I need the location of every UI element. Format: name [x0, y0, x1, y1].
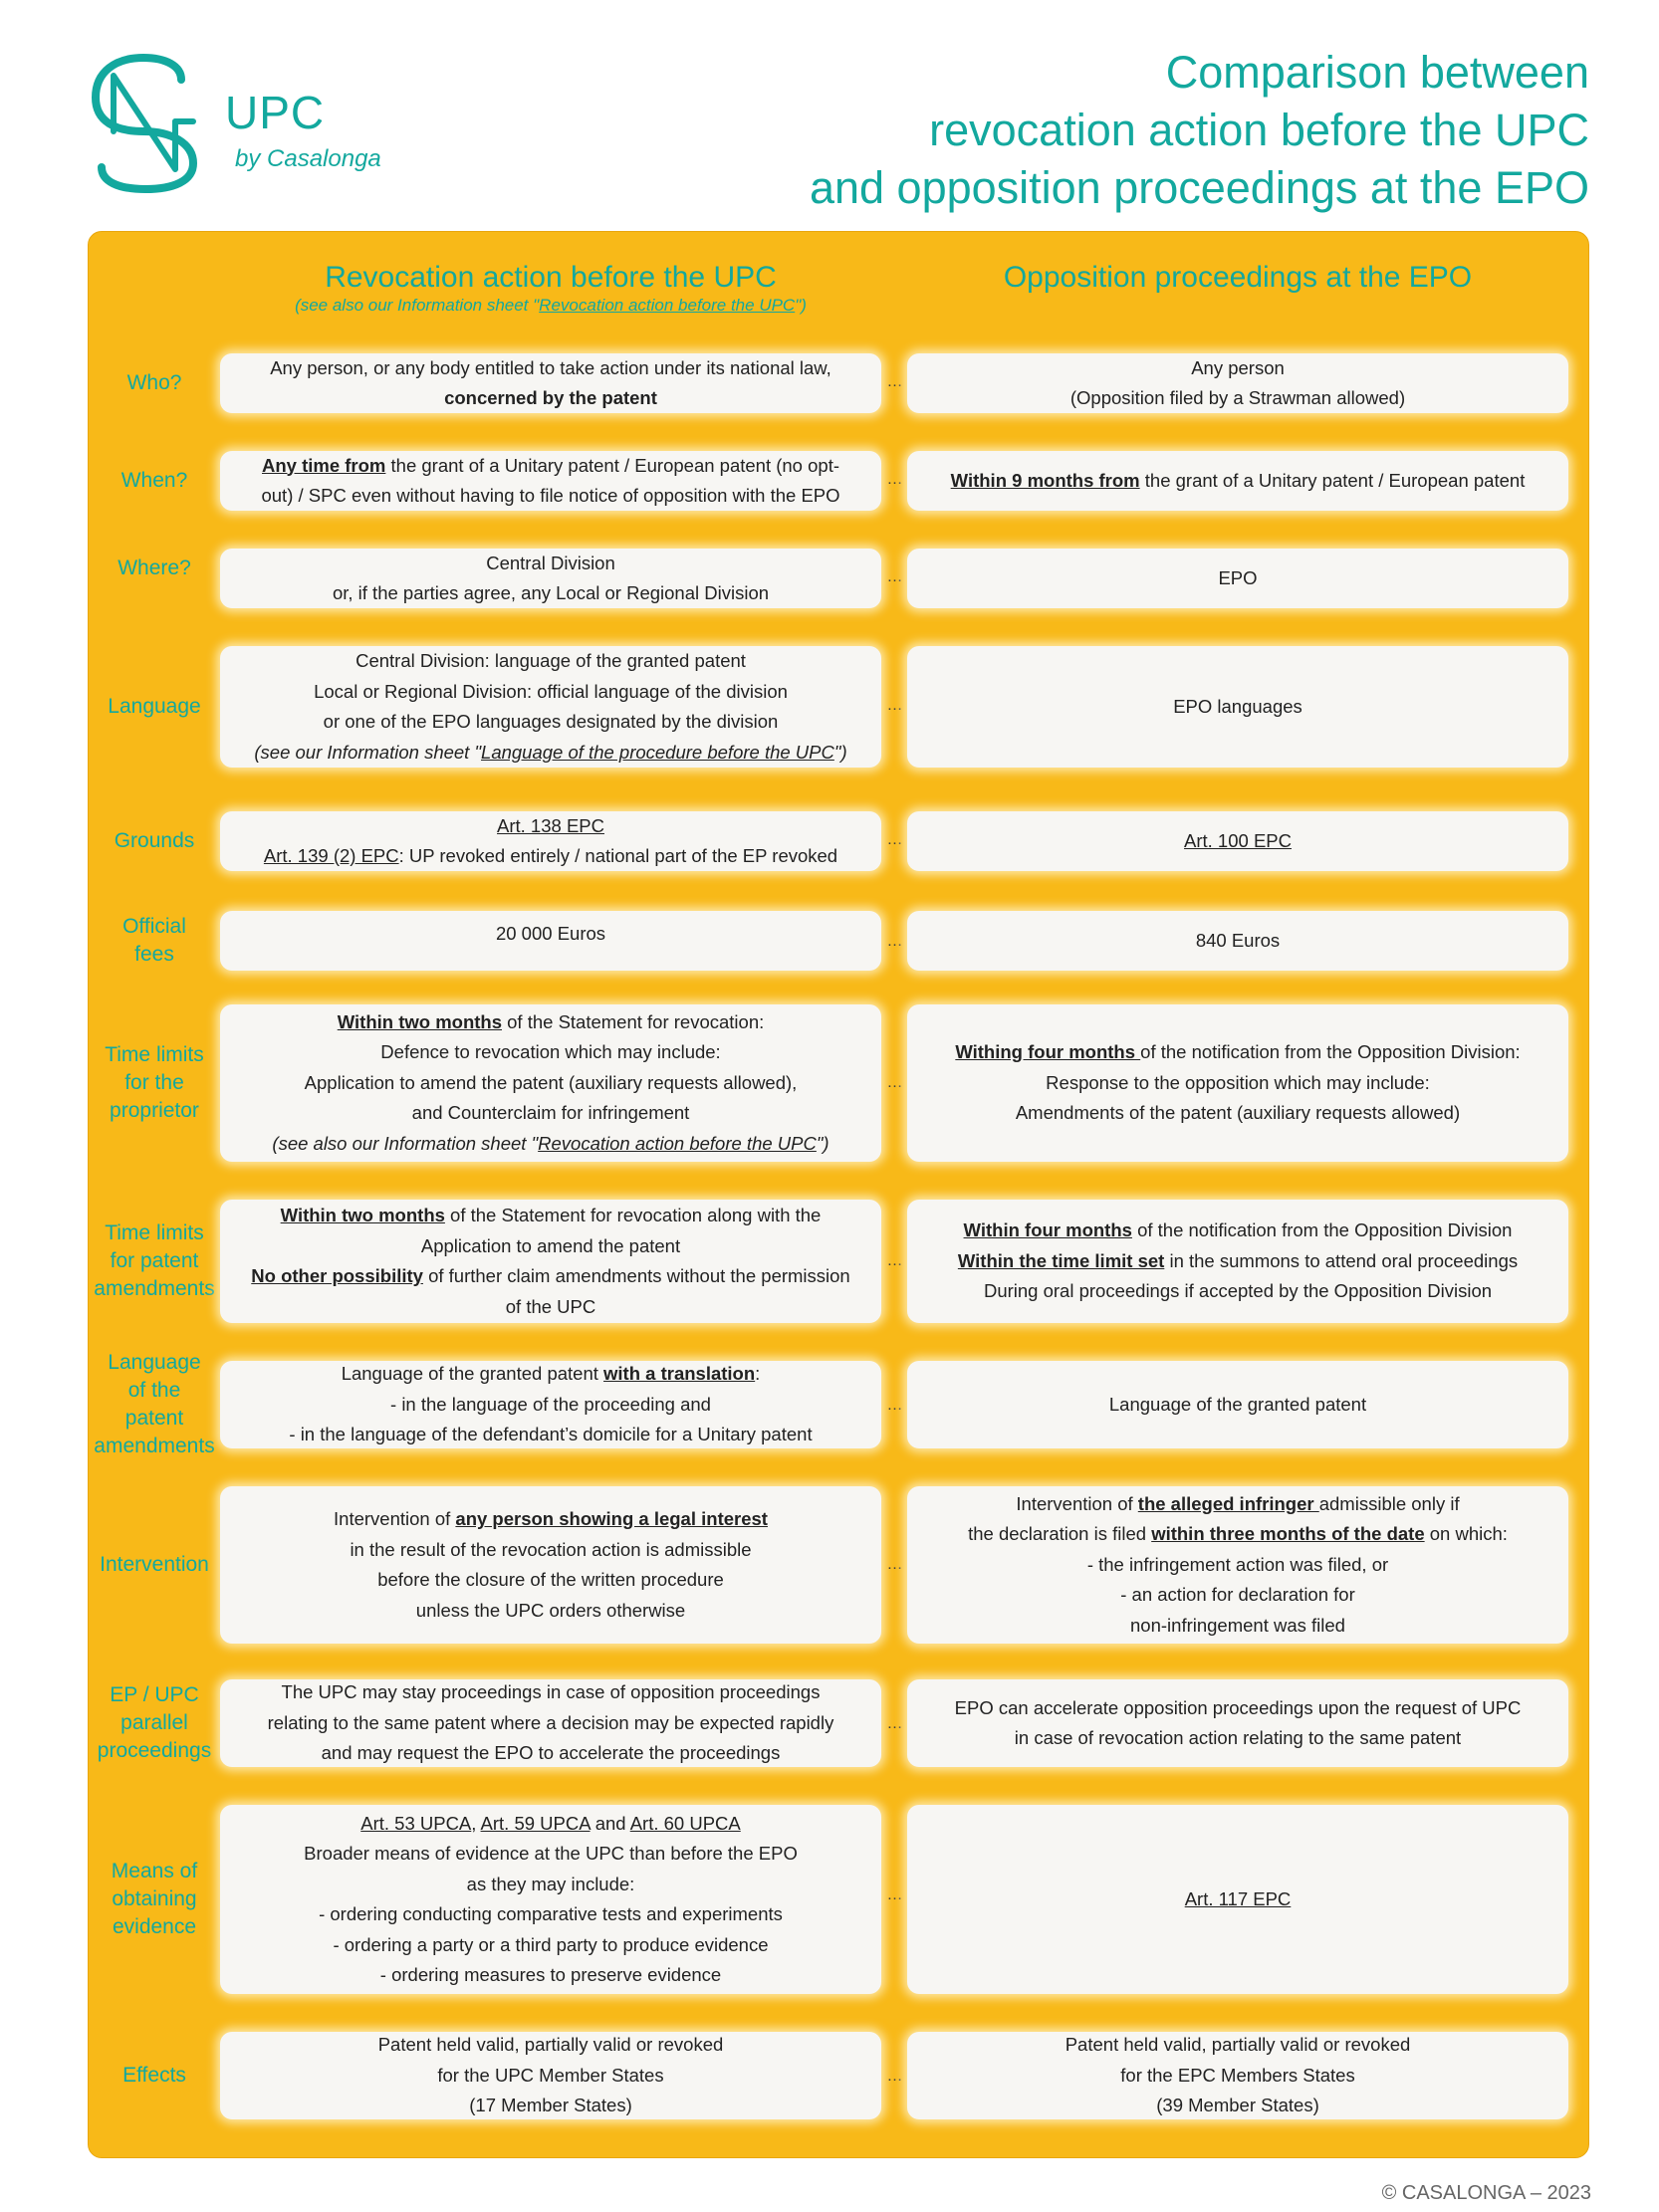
cell-text: non-infringement was filed	[1130, 1614, 1345, 1636]
title-line: Comparison between	[1165, 47, 1589, 98]
cell-text: ,	[471, 1812, 481, 1834]
emphasis-text: Within 9 months from	[950, 469, 1140, 491]
row-label: Language	[108, 695, 201, 718]
cell-left	[220, 1805, 881, 1994]
cell-text: Central Division	[486, 552, 615, 573]
cell-right	[907, 549, 1568, 608]
row-label	[89, 1679, 220, 1767]
connector: …	[886, 1252, 902, 1269]
connector: …	[886, 1397, 902, 1414]
connector: …	[886, 697, 902, 714]
connector: …	[886, 568, 902, 585]
cell-text: Any person, or any body entitled to take action under its national law,	[270, 356, 831, 378]
row-language-amendments	[89, 1351, 1588, 1457]
note-text: (see also our Information sheet "	[295, 296, 540, 315]
cell-left	[220, 1361, 881, 1448]
cell-text: on which:	[1424, 1523, 1508, 1545]
note-text: ")	[795, 296, 807, 315]
row-label: Intervention	[100, 1553, 209, 1576]
label-text: EP / UPC	[110, 1683, 199, 1706]
emphasis-text: Within four months	[963, 1219, 1132, 1241]
label-text: for the	[124, 1071, 184, 1094]
cell-text: (17 Member States)	[469, 2095, 632, 2116]
cell-left	[220, 1200, 881, 1323]
label-text: parallel	[120, 1711, 188, 1734]
cell-left	[220, 1004, 881, 1162]
label-text: patent	[124, 1407, 184, 1430]
cell-text: EPO can accelerate opposition proceedings upon the request of UPC	[954, 1696, 1522, 1718]
row-label: Effects	[122, 2064, 186, 2087]
cell-text: Local or Regional Division: official language of the division	[314, 680, 788, 702]
cell-left	[220, 353, 881, 413]
cell-left	[220, 1486, 881, 1644]
label-text: for patent	[110, 1249, 199, 1272]
label-text: Language	[108, 1351, 201, 1374]
cell-text: Amendments of the patent (auxiliary requests allowed)	[1015, 1102, 1461, 1124]
article-link[interactable]: Art. 60 UPCA	[629, 1812, 741, 1834]
article-link[interactable]: Art. 117 EPC	[1184, 1887, 1292, 1909]
info-sheet-link[interactable]: Revocation action before the UPC	[539, 296, 796, 315]
connector: …	[886, 2068, 902, 2085]
right-column-title: Opposition proceedings at the EPO	[1003, 261, 1473, 294]
cell-right	[907, 451, 1568, 511]
cell-right	[907, 1486, 1568, 1644]
row-where	[89, 549, 1588, 608]
cell-right	[907, 1361, 1568, 1448]
cell-text: (39 Member States)	[1156, 2095, 1319, 2116]
cell-text: : UP revoked entirely / national part of the EP revoked	[398, 845, 838, 866]
cell-text: as they may include:	[466, 1873, 635, 1894]
cell-text: or one of the EPO languages designated by the division	[323, 711, 779, 732]
title-line: and opposition proceedings at the EPO	[809, 162, 1589, 213]
cell-right	[907, 1805, 1568, 1994]
cell-text: of further claim amendments without the permission	[422, 1265, 850, 1286]
cell-right	[907, 911, 1568, 971]
row-when	[89, 451, 1588, 511]
cell-left	[220, 549, 881, 608]
label-text: Time limits	[105, 1221, 204, 1244]
cell-text: Intervention of	[334, 1508, 456, 1529]
cell-text: of the notification from the Opposition Division:	[1140, 1041, 1521, 1063]
cell-left	[220, 911, 881, 971]
left-column-note	[220, 296, 881, 316]
cell-text: the grant of a Unitary patent / European patent	[1139, 469, 1526, 491]
cell-text: Patent held valid, partially valid or revoked	[377, 2034, 724, 2056]
emphasis-text: Withing four months	[955, 1041, 1141, 1063]
cell-text: Central Division: language of the granted patent	[356, 650, 746, 671]
emphasis-text: Within two months	[280, 1205, 445, 1225]
cell-text: During oral proceedings if accepted by the Opposition Division	[983, 1280, 1493, 1302]
cell-text: - in the language of the defendant’s domicile for a Unitary patent	[289, 1424, 813, 1445]
label-text: amendments	[94, 1277, 215, 1300]
label-text: evidence	[112, 1915, 197, 1938]
connector: …	[886, 373, 902, 390]
emphasis-text: Within the time limit set	[957, 1249, 1165, 1271]
cell-text: (Opposition filed by a Strawman allowed)	[1069, 387, 1406, 408]
cell-right	[907, 811, 1568, 871]
cell-text: admissible only if	[1318, 1492, 1460, 1514]
cell-text: ")	[833, 741, 847, 763]
info-sheet-link[interactable]: Language of the procedure before the UPC	[481, 741, 834, 763]
article-link[interactable]: Art. 100 EPC	[1184, 829, 1292, 851]
label-text: amendments	[94, 1435, 215, 1457]
row-language	[89, 646, 1588, 768]
cell-text: Broader means of evidence at the UPC than before the EPO	[304, 1843, 798, 1864]
cell-right	[907, 353, 1568, 413]
row-time-limits-proprietor	[89, 1004, 1588, 1162]
cell-text: (see also our Information sheet "	[272, 1132, 539, 1154]
label-text: Means of	[111, 1860, 198, 1882]
emphasis-text: the alleged infringer	[1137, 1492, 1319, 1514]
cell-text: Any person	[1191, 356, 1285, 378]
label-text: Official	[122, 915, 186, 938]
cell-text: concerned by the patent	[444, 387, 657, 408]
cell-left	[220, 451, 881, 511]
row-official-fees	[89, 911, 1588, 971]
row-intervention	[89, 1486, 1588, 1644]
emphasis-text: any person showing a legal interest	[455, 1508, 768, 1529]
label-text: of the	[127, 1379, 181, 1402]
row-grounds	[89, 811, 1588, 871]
cell-text: Intervention of	[1016, 1492, 1138, 1514]
cell-text: relating to the same patent where a decision may be expected rapidly	[267, 1711, 834, 1733]
row-label	[89, 1004, 220, 1162]
row-label: When?	[120, 469, 188, 492]
emphasis-text: within three months of the date	[1151, 1523, 1425, 1545]
row-who	[89, 353, 1588, 413]
emphasis-text: with a translation	[603, 1363, 756, 1385]
cell-text: the declaration is filed	[968, 1523, 1152, 1545]
cell-left	[220, 1679, 881, 1767]
cell-text: Application to amend the patent (auxiliary requests allowed),	[304, 1071, 798, 1093]
connector: …	[886, 933, 902, 950]
cell-text: 20 000 Euros	[495, 923, 606, 944]
cell-text: of the Statement for revocation along with the	[444, 1205, 822, 1225]
cell-text: ")	[816, 1132, 830, 1154]
cell-text: out) / SPC even without having to file notice of opposition with the EPO	[261, 485, 840, 506]
label-text: obtaining	[112, 1887, 197, 1910]
row-time-limits-amendments	[89, 1200, 1588, 1323]
cell-text: and may request the EPO to accelerate the proceedings	[321, 1742, 781, 1764]
cell-right	[907, 1004, 1568, 1162]
connector: …	[886, 831, 902, 848]
cell-text: in the summons to attend oral proceedings	[1164, 1249, 1519, 1271]
cell-left	[220, 811, 881, 871]
right-column-header	[907, 260, 1568, 296]
emphasis-text: No other possibility	[251, 1265, 423, 1286]
cell-text: EPO	[1218, 566, 1258, 588]
page-title	[593, 44, 1589, 217]
casalonga-logo-icon	[86, 52, 203, 193]
article-link[interactable]: Art. 139 (2) EPC	[263, 845, 399, 866]
row-label: Where?	[118, 556, 191, 579]
row-label	[89, 1343, 220, 1466]
cell-text: of the Statement for revocation:	[502, 1010, 765, 1032]
cell-right	[907, 2032, 1568, 2119]
cell-text: and Counterclaim for infringement	[411, 1102, 690, 1124]
label-text: proprietor	[110, 1099, 199, 1122]
cell-text: - an action for declaration for	[1120, 1584, 1355, 1606]
connector: …	[886, 1715, 902, 1732]
cell-text: - ordering conducting comparative tests and experiments	[319, 1903, 783, 1924]
cell-text: the grant of a Unitary patent / European patent (no opt-	[385, 454, 839, 476]
row-label	[89, 1805, 220, 1994]
row-evidence	[89, 1805, 1588, 1994]
row-parallel-proceedings	[89, 1679, 1588, 1767]
cell-text: Language of the granted patent	[1108, 1393, 1367, 1415]
cell-text: - ordering measures to preserve evidence	[379, 1964, 722, 1985]
cell-text: for the UPC Member States	[437, 2064, 664, 2086]
cell-text: Patent held valid, partially valid or revoked	[1065, 2034, 1411, 2056]
emphasis-text: Within two months	[337, 1010, 502, 1032]
row-label	[89, 1200, 220, 1323]
cell-text: or, if the parties agree, any Local or Regional Division	[332, 582, 770, 603]
cell-text: for the EPC Members States	[1120, 2064, 1355, 2086]
row-label	[89, 911, 220, 971]
cell-text: Response to the opposition which may include:	[1046, 1071, 1430, 1093]
cell-text: unless the UPC orders otherwise	[415, 1599, 686, 1621]
article-link[interactable]: Art. 59 UPCA	[480, 1812, 591, 1834]
connector: …	[886, 1886, 902, 1903]
cell-left	[220, 2032, 881, 2119]
emphasis-text: Any time from	[262, 454, 386, 476]
cell-text: - the infringement action was filed, or	[1086, 1553, 1389, 1575]
cell-right	[907, 1200, 1568, 1323]
cell-text: :	[755, 1363, 761, 1385]
copyright-notice: © CASALONGA – 2023	[1381, 2182, 1591, 2204]
brand-name: UPC	[225, 87, 326, 138]
label-text: Time limits	[105, 1043, 204, 1066]
cell-left	[220, 646, 881, 768]
row-label: Grounds	[114, 829, 195, 852]
connector: …	[886, 471, 902, 488]
title-line: revocation action before the UPC	[929, 105, 1589, 155]
cell-text: The UPC may stay proceedings in case of opposition proceedings	[281, 1681, 821, 1703]
row-label: Who?	[126, 371, 182, 394]
comparison-panel	[88, 231, 1589, 2158]
cell-text: - in the language of the proceeding and	[390, 1393, 711, 1415]
cell-text: and	[590, 1812, 630, 1834]
label-text: proceedings	[97, 1739, 212, 1762]
cell-right	[907, 646, 1568, 768]
cell-text: in case of revocation action relating to the same patent	[1014, 1727, 1462, 1748]
cell-text: of the UPC	[505, 1295, 596, 1317]
left-column-title: Revocation action before the UPC	[325, 261, 777, 294]
left-column-header	[220, 260, 881, 316]
cell-text: Language of the granted patent	[341, 1363, 604, 1385]
cell-text: (see our Information sheet "	[254, 741, 482, 763]
cell-text: EPO languages	[1173, 695, 1303, 717]
cell-text: Defence to revocation which may include:	[380, 1041, 721, 1063]
info-sheet-link[interactable]: Revocation action before the UPC	[538, 1132, 817, 1154]
connector: …	[886, 1074, 902, 1091]
cell-text: in the result of the revocation action is admissible	[350, 1538, 752, 1560]
article-link[interactable]: Art. 138 EPC	[497, 814, 604, 836]
article-link[interactable]: Art. 53 UPCA	[360, 1812, 472, 1834]
cell-text: - ordering a party or a third party to produce evidence	[333, 1933, 769, 1955]
label-text: fees	[134, 943, 174, 966]
brand-subtitle: by Casalonga	[235, 145, 381, 172]
connector: …	[886, 1556, 902, 1573]
row-effects	[89, 2032, 1588, 2119]
cell-text: 840 Euros	[1195, 929, 1281, 951]
cell-text: before the closure of the written procedure	[377, 1569, 724, 1590]
cell-right	[907, 1679, 1568, 1767]
cell-text: Application to amend the patent	[420, 1234, 681, 1256]
cell-text: of the notification from the Opposition Division	[1131, 1219, 1513, 1241]
